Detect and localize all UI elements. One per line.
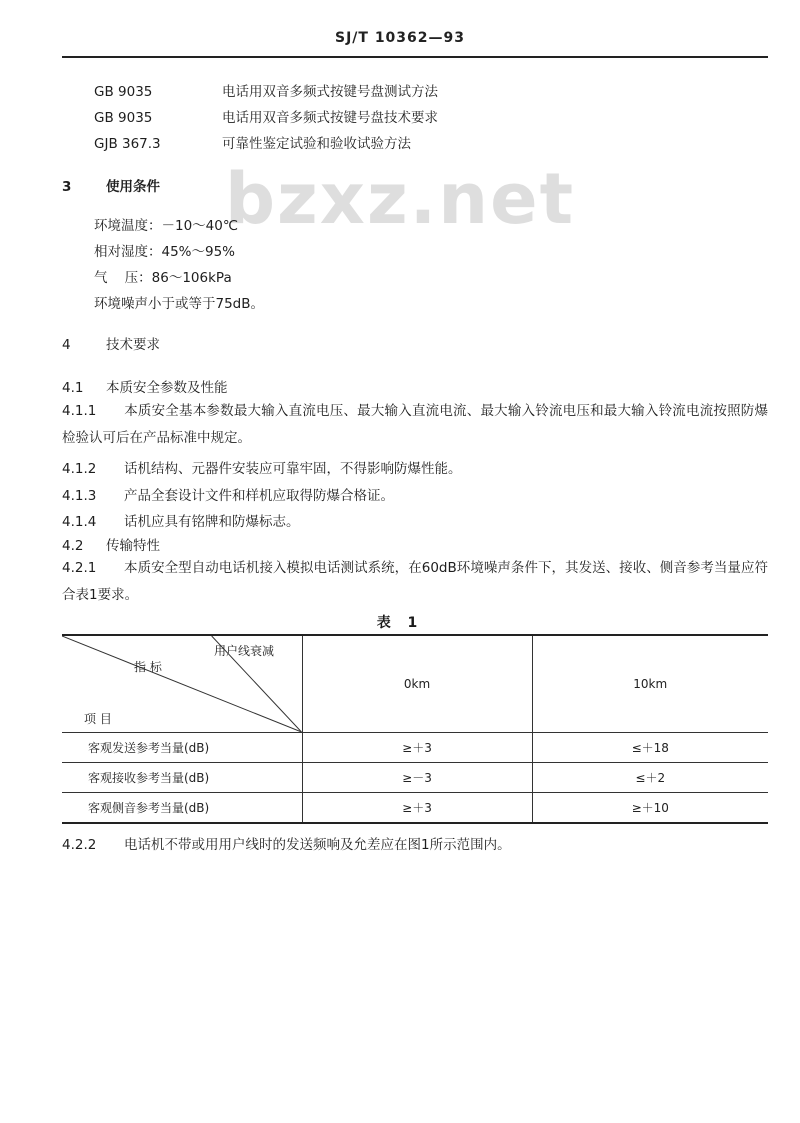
clause-text: 本质安全型自动电话机接入模拟电话测试系统，在60dB环境噪声条件下，其发送、接收、侧音参考当量应符合表1要求。 [62, 560, 768, 603]
row-value-0km: ≥＋3 [302, 733, 532, 763]
section-number: 3 [62, 179, 72, 195]
subsection-title: 本质安全参数及性能 [106, 380, 228, 396]
row-item: 客观发送参考当量(dB) [62, 733, 302, 763]
reference-title: 电话用双音多频式按键号盘技术要求 [222, 110, 438, 126]
clause-text: 产品全套设计文件和样机应取得防爆合格证。 [124, 488, 394, 504]
condition-humidity: 相对湿度：45%～95% [94, 244, 236, 260]
clause-4-1-3 [62, 484, 394, 504]
section-number: 4 [62, 337, 71, 353]
subsection-title: 传输特性 [106, 538, 160, 554]
reference-code: GB 9035 [94, 110, 153, 126]
header-0km: 0km [302, 635, 532, 733]
diagonal-header-cell [62, 635, 302, 733]
subsection-number: 4.2 [62, 538, 84, 554]
clause-4-1-1 [62, 398, 768, 452]
clause-number: 4.1.1 [62, 403, 97, 419]
reference-item [94, 80, 438, 100]
table-1 [62, 634, 768, 824]
reference-item [94, 132, 411, 152]
clause-4-1-4 [62, 510, 300, 530]
condition-noise: 环境噪声小于或等于75dB。 [94, 296, 265, 312]
reference-item [94, 106, 438, 126]
standard-code: SJ/T 10362—93 [334, 30, 466, 46]
subsection-number: 4.1 [62, 380, 84, 396]
row-item: 客观接收参考当量(dB) [62, 763, 302, 793]
clause-text: 话机应具有铭牌和防爆标志。 [124, 514, 300, 530]
clause-text: 话机结构、元器件安装应可靠牢固，不得影响防爆性能。 [124, 461, 462, 477]
header-10km: 10km [532, 635, 768, 733]
subsection-heading-4-1 [62, 376, 228, 396]
row-item: 客观侧音参考当量(dB) [62, 793, 302, 824]
clause-text: 本质安全基本参数最大输入直流电压、最大输入直流电流、最大输入铃流电压和最大输入铃流电流按照防爆检验认可后在产品标准中规定。 [62, 403, 768, 446]
reference-title: 可靠性鉴定试验和验收试验方法 [222, 136, 411, 152]
header-item-label: 项 目 [84, 712, 112, 726]
table-row [62, 733, 768, 763]
table-header-row [62, 635, 768, 733]
section-title: 使用条件 [106, 179, 160, 195]
clause-number: 4.1.2 [62, 461, 97, 477]
section-title: 技术要求 [106, 337, 160, 353]
condition-pressure: 气 压：86～106kPa [94, 270, 232, 286]
row-value-0km: ≥－3 [302, 763, 532, 793]
clause-number: 4.2.2 [62, 837, 97, 853]
table-caption: 表 1 [376, 615, 424, 631]
clause-number: 4.1.3 [62, 488, 97, 504]
header-rule [62, 56, 768, 58]
table-row [62, 793, 768, 824]
reference-code: GJB 367.3 [94, 136, 161, 152]
clause-4-1-2 [62, 457, 462, 477]
clause-number: 4.1.4 [62, 514, 97, 530]
clause-number: 4.2.1 [62, 560, 97, 576]
row-value-10km: ≥＋10 [532, 793, 768, 824]
row-value-10km: ≤＋18 [532, 733, 768, 763]
header-attenuation-label: 用户线衰减 [214, 644, 275, 658]
clause-4-2-2 [62, 833, 511, 853]
section-heading-4 [62, 333, 160, 353]
clause-text: 电话机不带或用用户线时的发送频响及允差应在图1所示范围内。 [124, 837, 511, 853]
condition-temperature: 环境温度：－10～40℃ [94, 218, 239, 234]
reference-code: GB 9035 [94, 84, 153, 100]
section-heading-3 [62, 175, 160, 195]
table-row [62, 763, 768, 793]
row-value-0km: ≥＋3 [302, 793, 532, 824]
reference-title: 电话用双音多频式按键号盘测试方法 [222, 84, 438, 100]
watermark: bzxz.net [224, 158, 576, 240]
header-indicator-label: 指 标 [134, 660, 162, 674]
subsection-heading-4-2 [62, 534, 160, 554]
clause-4-2-1 [62, 555, 768, 609]
row-value-10km: ≤＋2 [532, 763, 768, 793]
